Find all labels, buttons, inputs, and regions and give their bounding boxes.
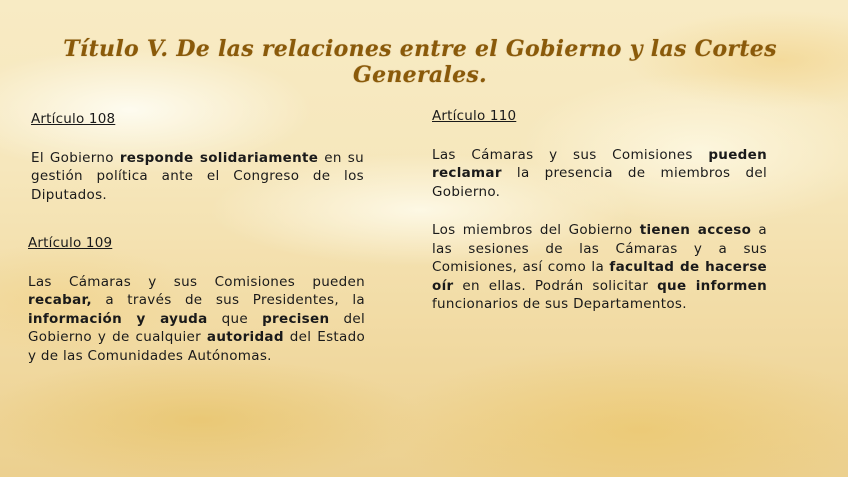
- article-110-p2-text-4: funcionarios de sus Departamentos.: [432, 296, 687, 312]
- article-110-p2-bold-2: facultad de hacerse oír: [432, 259, 767, 294]
- article-108-heading: Artículo 108: [31, 111, 116, 127]
- article-109-bold-4: autoridad: [206, 329, 284, 345]
- article-108-text-2: en su gestión política ante el Congreso de los Diputados.: [31, 149, 364, 203]
- article-110-p1-text-1: Las Cámaras y sus Comisiones: [432, 146, 709, 163]
- article-109-heading: Artículo 109: [28, 235, 113, 251]
- article-108-bold-1: responde solidariamente: [119, 149, 319, 166]
- article-109-text-2: a través de sus Presidentes, la: [91, 292, 365, 308]
- article-109-text-4: del Gobierno y de cualquier: [28, 310, 365, 345]
- article-109-text-5: del Estado y de las Comunidades Autónomas.: [28, 329, 365, 364]
- article-109-text-3: que: [207, 310, 263, 327]
- article-108-text-1: El Gobierno: [31, 149, 120, 166]
- article-109-bold-2: información y ayuda: [28, 310, 208, 327]
- article-108: [31, 110, 364, 204]
- article-110-p1-text-2: la presencia de miembros del Gobierno.: [432, 165, 767, 200]
- article-109-bold-1: recabar,: [28, 292, 92, 308]
- article-110-p2-bold-1: tienen acceso: [639, 222, 752, 238]
- article-109: [28, 234, 365, 365]
- article-110-p2-text-2: a las sesiones de las Cámaras y a sus Comisiones, así como la: [432, 222, 768, 275]
- article-110-paragraph-1: [432, 146, 767, 202]
- article-108-text: [31, 149, 364, 205]
- article-110: [432, 107, 767, 314]
- article-110-p2-text-1: Los miembros del Gobierno: [432, 222, 640, 238]
- article-110-p1-bold-1: pueden reclamar: [432, 146, 767, 181]
- article-109-text: [28, 273, 365, 366]
- article-110-heading: Artículo 110: [432, 108, 517, 124]
- article-110-p2-text-3: en ellas. Podrán solicitar: [453, 277, 658, 294]
- article-110-p2-bold-3: que informen: [657, 277, 768, 294]
- page-title: Título V. De las relaciones entre el Gobierno y las Cortes Generales.: [63, 36, 777, 88]
- article-110-paragraph-2: [432, 221, 767, 314]
- article-109-text-1: Las Cámaras y sus Comisiones pueden: [28, 273, 365, 290]
- article-109-bold-3: precisen: [262, 310, 330, 327]
